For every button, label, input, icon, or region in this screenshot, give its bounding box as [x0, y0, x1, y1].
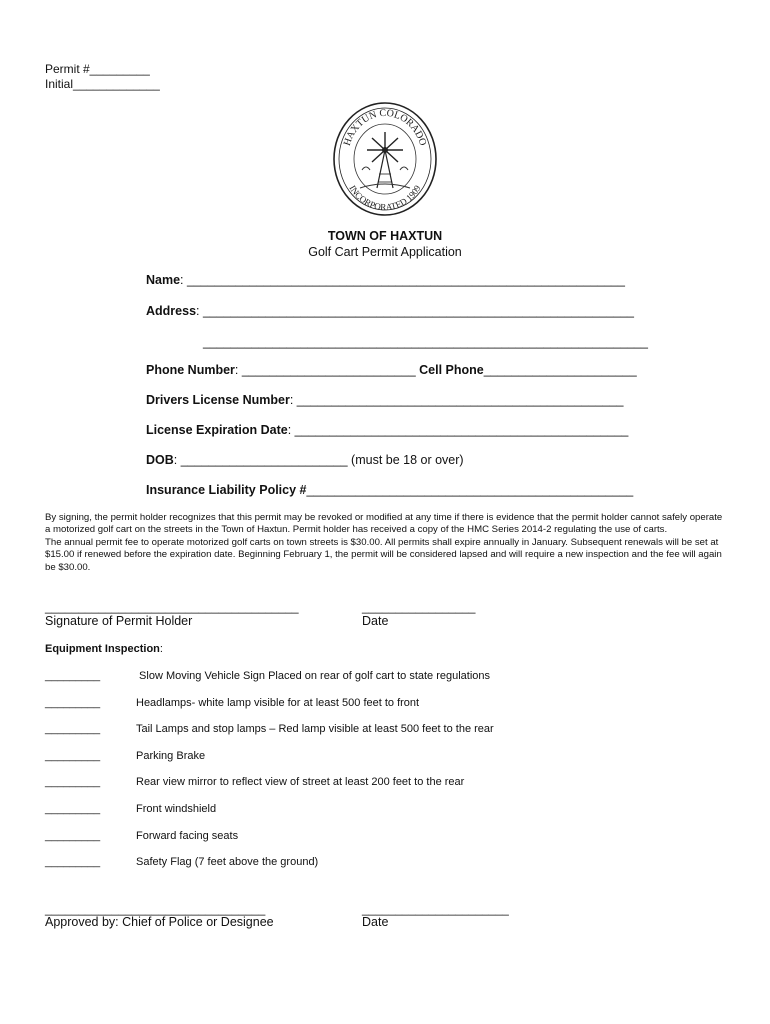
address-line: : ______________________________________________________________ [196, 304, 634, 318]
address-line-2: ________________________________________________________________ [203, 335, 648, 349]
inspection-item: _________ Slow Moving Vehicle Sign Placed on rear of golf cart to state regulations [45, 670, 491, 682]
signature-line: ______________________________________ [45, 600, 299, 614]
inspection-item: _________ Headlamps- white lamp visible for at least 500 feet to front [45, 697, 420, 709]
inspection-item: _________ Parking Brake [45, 750, 206, 762]
inspection-item: _________ Front windshield [45, 803, 217, 815]
cell-phone-line: ______________________ [483, 363, 637, 377]
permit-number-field: Permit #_________ [45, 62, 150, 76]
license-expiration-line: : ________________________________________________ [287, 423, 629, 437]
terms-revocation-text: By signing, the permit holder recognizes that this permit may be revoked or modified at any time if there is evidence that the permit holder cannot safely operate a motorized golf cart on the streets in the Town of Haxtun. Permit holder has received a copy of the HMC Series 2014-2 regulating the use of carts. [45, 512, 723, 536]
equipment-inspection-heading: Equipment Inspection: [45, 643, 163, 655]
inspection-item: _________ Forward facing seats [45, 830, 239, 842]
dob-label: DOB [146, 453, 174, 467]
address-field [146, 304, 634, 318]
approval-date-line: ______________________ [362, 902, 509, 916]
town-title: TOWN OF HAXTUN [327, 229, 443, 243]
insurance-policy-line: _______________________________________________ [306, 483, 634, 497]
dob-field [146, 453, 464, 467]
inspection-item: _________ Tail Lamps and stop lamps – Red lamp visible at least 500 feet to the rear [45, 723, 494, 735]
insurance-policy-label: Insurance Liability Policy # [146, 483, 307, 497]
signature-date-label: Date [362, 614, 389, 628]
terms-paragraph [45, 512, 725, 574]
license-expiration-field [146, 423, 628, 437]
cell-phone-label: Cell Phone [419, 363, 484, 377]
inspection-item: _________ Safety Flag (7 feet above the ground) [45, 856, 319, 868]
town-seal-emblem [332, 100, 438, 218]
signature-label: Signature of Permit Holder [45, 614, 193, 628]
license-expiration-label: License Expiration Date [146, 423, 288, 437]
terms-fee-text: The annual permit fee to operate motorized golf carts on town streets is $30.00. All permits shall expire annually in January. Subsequent renewals will be set at $15.00 if renewed before the expiration date. Beginning February 1, the permit will be considered lapsed and will require a new inspection and the fee will again be $30.00. [45, 536, 722, 573]
signature-date-line: _________________ [362, 600, 476, 614]
insurance-policy-field [146, 483, 633, 497]
phone-line: : _________________________ [234, 363, 416, 377]
address-label: Address [146, 304, 197, 318]
inspection-item: _________ Rear view mirror to reflect view of street at least 200 feet to the rear [45, 776, 465, 788]
phone-label: Phone Number [146, 363, 235, 377]
drivers-license-line: : _______________________________________________ [289, 393, 624, 407]
drivers-license-label: Drivers License Number [146, 393, 290, 407]
name-label: Name [146, 273, 181, 287]
name-line: : _______________________________________________________________ [180, 273, 625, 287]
approval-date-label: Date [362, 915, 389, 929]
name-field [146, 273, 625, 287]
phone-field [146, 363, 637, 377]
initial-field: Initial_____________ [45, 77, 160, 91]
dob-line: : ________________________ (must be 18 or over) [173, 453, 464, 467]
drivers-license-field [146, 393, 624, 407]
approval-label: Approved by: Chief of Police or Designee [45, 915, 274, 929]
svg-text:HAXTUN COLORADO: HAXTUN COLORADO [341, 107, 429, 148]
svg-text:INCORPORATED 1909: INCORPORATED 1909 [347, 183, 423, 213]
approval-signature-line: _________________________________ [45, 902, 266, 916]
form-subtitle: Golf Cart Permit Application [308, 245, 462, 259]
